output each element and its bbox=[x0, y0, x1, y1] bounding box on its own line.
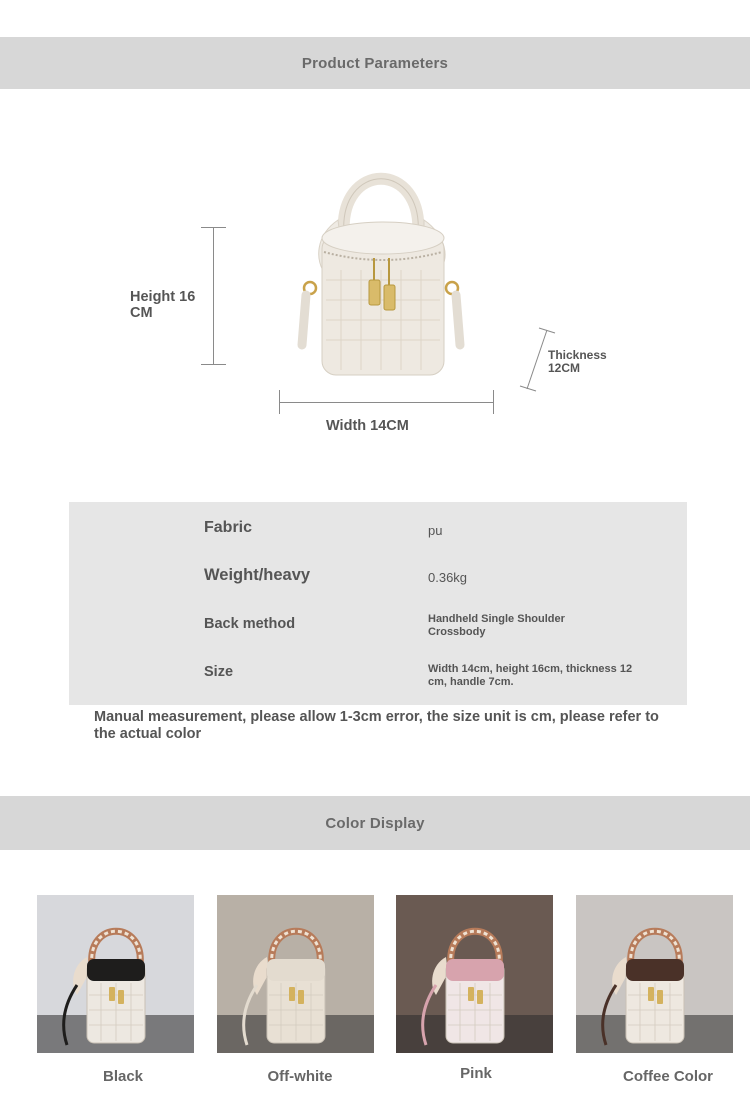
height-tick-top bbox=[201, 227, 226, 228]
param-key-size: Size bbox=[204, 664, 234, 680]
color-thumbnail-black[interactable] bbox=[37, 895, 194, 1053]
width-tick-left bbox=[279, 390, 280, 414]
color-label-black: Black bbox=[102, 1068, 144, 1085]
color-label-coffee: Coffee Color bbox=[623, 1068, 713, 1085]
param-key-fabric: Fabric bbox=[204, 519, 253, 536]
thickness-label: Thickness 12CM bbox=[548, 348, 607, 376]
width-tick-right bbox=[493, 390, 494, 414]
color-display-banner bbox=[0, 796, 750, 850]
param-key-back-method: Back method bbox=[204, 616, 296, 632]
color-label-pink: Pink bbox=[460, 1065, 492, 1082]
param-value-size: Width 14cm, height 16cm, thickness 12 cm, handle 7cm. bbox=[428, 663, 633, 689]
width-label: Width 14CM bbox=[326, 418, 409, 434]
height-dimension-line bbox=[213, 227, 214, 365]
param-key-weight: Weight/heavy bbox=[204, 566, 311, 584]
param-value-fabric: pu bbox=[428, 523, 443, 538]
color-thumbnail-pink[interactable] bbox=[396, 895, 553, 1053]
product-parameters-banner bbox=[0, 37, 750, 89]
section-title: Color Display bbox=[325, 814, 425, 832]
height-label: Height 16 CM bbox=[130, 289, 196, 321]
color-label-off-white: Off-white bbox=[267, 1068, 333, 1085]
color-thumbnail-off-white[interactable] bbox=[217, 895, 374, 1053]
height-tick-bottom bbox=[201, 364, 226, 365]
section-title: Product Parameters bbox=[301, 54, 449, 72]
bag-product-image bbox=[286, 140, 476, 385]
param-value-back-method: Handheld Single Shoulder Crossbody bbox=[428, 613, 565, 639]
param-value-weight: 0.36kg bbox=[428, 570, 468, 585]
measurement-note: Manual measurement, please allow 1-3cm error, the size unit is cm, please refer to the actual color bbox=[94, 709, 659, 743]
parameters-table bbox=[69, 502, 687, 705]
color-thumbnail-coffee-color[interactable] bbox=[576, 895, 733, 1053]
width-dimension-line bbox=[279, 402, 494, 403]
